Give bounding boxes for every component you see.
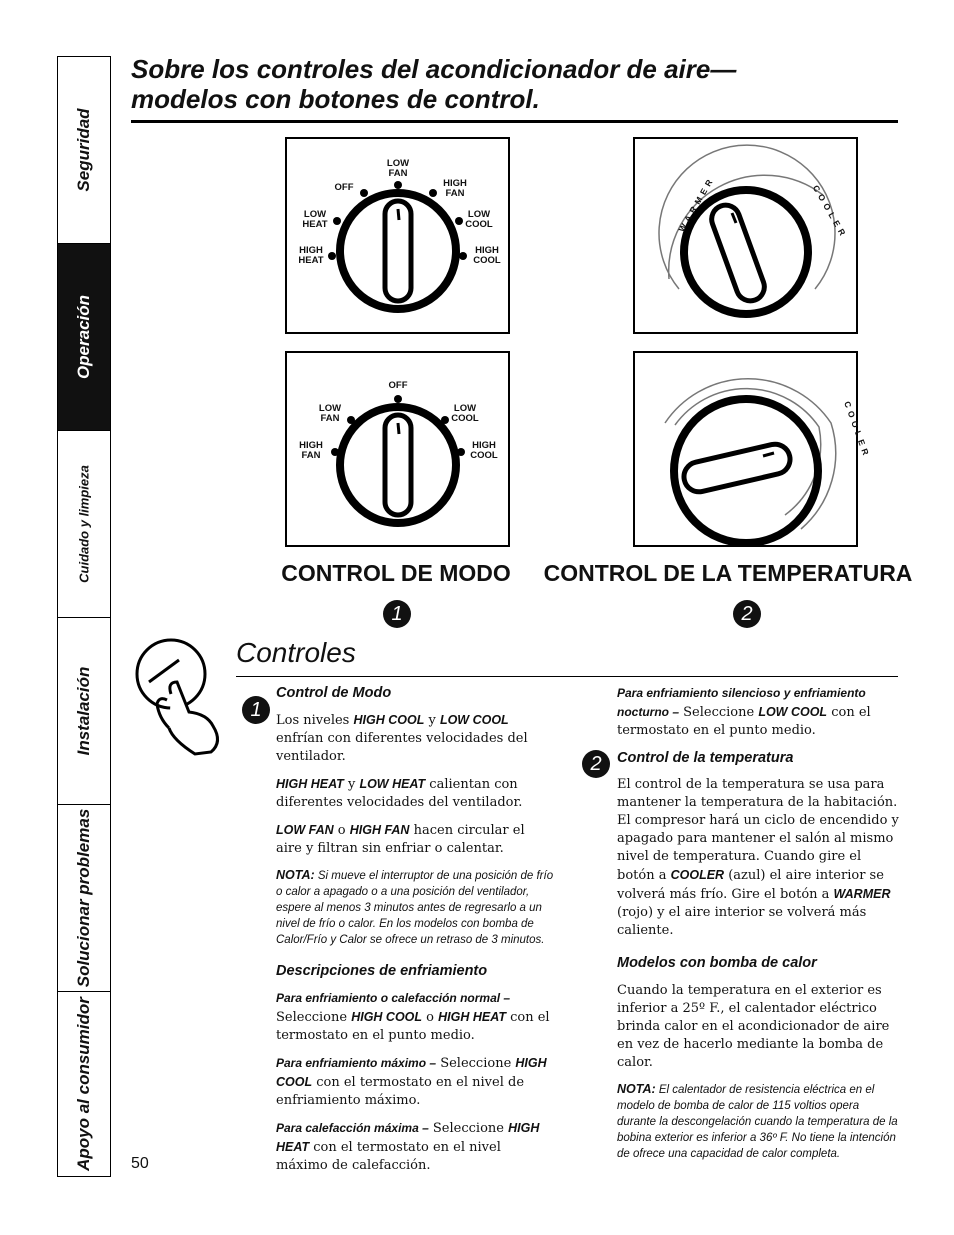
paragraph-temperature: El control de la temperatura se usa para mantener la temperatura de la habitación. El compresor hará un ciclo de encendido y apagado para mantener el salón al mismo nivel de temperatura. Cuando gire el botón a COOLER (azul) el aire interior se volverá más frío. Gire el botón a WARMER (rojo) y el aire interior se volverá más caliente. — [617, 777, 899, 938]
section-divider — [236, 676, 898, 677]
right-column — [617, 684, 899, 1171]
label-low-cool: LOW COOL — [451, 403, 479, 424]
sidebar — [57, 56, 111, 1177]
number-badge-1: 1 — [383, 600, 411, 628]
label-off: OFF — [334, 182, 354, 193]
label-high-cool: HIGH COOL — [473, 245, 501, 266]
page-number: 50 — [131, 1155, 149, 1172]
tab-apoyo[interactable] — [58, 992, 110, 1176]
paragraph-normal: Para enfriamiento o calefacción normal – Seleccione HIGH COOL o HIGH HEAT con el termostato en el punto medio. — [276, 991, 550, 1043]
paragraph-heat-levels: HIGH HEAT y LOW HEAT calientan con diferentes velocidades del ventilador. — [276, 777, 523, 810]
label-cooler: COOLER — [842, 399, 873, 461]
tab-label: Solucionar problemas — [74, 808, 93, 988]
tab-label: Instalación — [74, 666, 93, 756]
left-column — [276, 684, 554, 1184]
tab-solucionar[interactable] — [58, 805, 110, 992]
caption-control-de-modo: CONTROL DE MODO — [281, 560, 511, 586]
paragraph-max-cool: Para enfriamiento máximo – Seleccione HIGH COOL con el termostato en el nivel de enfriamiento máximo. — [276, 1056, 547, 1108]
number-badge-1: 1 — [242, 696, 270, 724]
label-off: OFF — [388, 380, 408, 391]
temp-dial-panel-cooler — [633, 351, 873, 547]
heading-descripciones: Descripciones de enfriamiento — [276, 963, 488, 979]
page-title — [131, 54, 898, 123]
label-low-cool: LOW COOL — [465, 209, 493, 230]
note-heat-pump: NOTA: El calentador de resistencia eléctrica en el modelo de bomba de calor de 115 voltios opera durante la descongelación cuando la temperatura de la bobina exterior es inferior a 36º F. No tiene la intención de ofrece una capacidad de calor completa. — [617, 1082, 898, 1160]
label-high-cool: HIGH COOL — [470, 440, 498, 461]
tab-label: Cuidado y limpieza — [76, 465, 92, 583]
tab-cuidado[interactable] — [58, 431, 110, 618]
label-high-heat: HIGH HEAT — [298, 245, 324, 266]
tab-label: Operación — [74, 294, 93, 380]
temp-knob-icon — [635, 139, 856, 332]
title-line-1: Sobre los controles del acondicionador de aire— — [131, 54, 737, 84]
title-line-2: modelos con botones de control. — [131, 84, 540, 114]
tab-label: Seguridad — [74, 108, 93, 192]
temp-dial-panel-warmer-cooler — [633, 137, 858, 334]
paragraph-heat-pump: Cuando la temperatura en el exterior es inferior a 25º F., el calentador eléctrico brinda calor en el acondicionador de aire en vez de hacerlo mediante la bomba de calor. — [617, 983, 890, 1070]
heading-control-temperatura: Control de la temperatura — [617, 750, 794, 766]
label-high-fan: HIGH FAN — [299, 440, 323, 461]
tab-seguridad[interactable] — [58, 57, 110, 244]
mode-dial-panel-heat — [285, 137, 510, 334]
caption-control-de-temperatura: CONTROL DE LA TEMPERATURA — [543, 560, 913, 586]
temp-knob-icon — [635, 353, 856, 545]
number-badge-2: 2 — [582, 750, 610, 778]
hand-turning-knob-icon — [133, 632, 228, 757]
number-badge-2: 2 — [733, 600, 761, 628]
heading-control-de-modo: Control de Modo — [276, 685, 392, 701]
label-low-fan: LOW FAN — [386, 158, 410, 179]
paragraph-quiet-cooling: Para enfriamiento silencioso y enfriamiento nocturno – Seleccione LOW COOL con el termostato en el punto medio. — [617, 686, 871, 738]
paragraph-max-heat: Para calefacción máxima – Seleccione HIGH HEAT con el termostato en el nivel máximo de calefacción. — [276, 1121, 540, 1173]
heading-bomba-de-calor: Modelos con bomba de calor — [617, 955, 817, 971]
label-cooler: COOLER — [810, 183, 850, 241]
section-title-controles: Controles — [236, 637, 356, 668]
paragraph-fan-levels: LOW FAN o HIGH FAN hacen circular el aire y filtran sin enfriar o calentar. — [276, 823, 525, 856]
tab-operacion[interactable] — [58, 244, 110, 431]
label-low-heat: LOW HEAT — [302, 209, 328, 230]
note-delay: NOTA: Si mueve el interruptor de una posición de frío o calor a apagado o a una posición del ventilador, espere al menos 3 minutos antes de regresarlo a un nivel de frío o calor. En los modelos con bomba de Calor/Frío y Calor se ofrece un retraso de 3 minutos. — [276, 868, 554, 946]
tab-instalacion[interactable] — [58, 618, 110, 805]
label-low-fan: LOW FAN — [318, 403, 342, 424]
label-high-fan: HIGH FAN — [443, 178, 467, 199]
tab-label: Apoyo al consumidor — [74, 997, 93, 1171]
paragraph-cool-levels: Los niveles HIGH COOL y LOW COOL enfrían con diferentes velocidades del ventilador. — [276, 713, 528, 764]
label-warmer: WARMER — [676, 174, 717, 234]
mode-dial-panel-cool — [285, 351, 510, 547]
